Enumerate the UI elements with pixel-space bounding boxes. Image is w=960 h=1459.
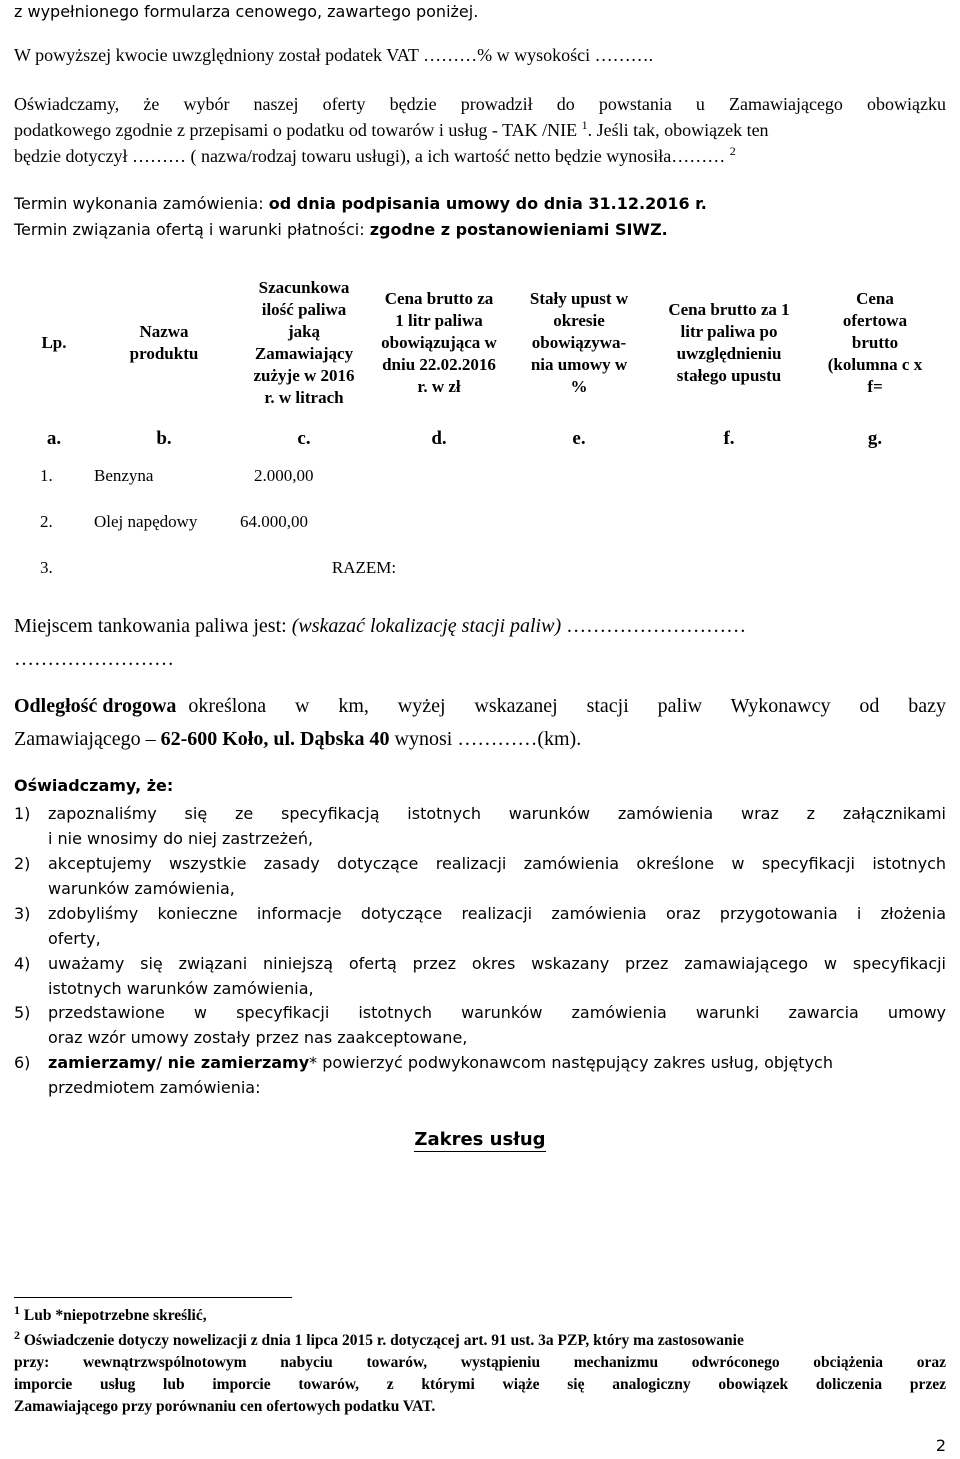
declaration-vat-text-cont: . Jeśli tak, obowiązek ten <box>587 120 769 140</box>
row-quantity: 2.000,00 <box>254 466 314 485</box>
table-header-row <box>14 260 946 425</box>
row-quantity: 64.000,00 <box>240 512 308 531</box>
distance-line-1 <box>14 695 946 718</box>
row-product: Benzyna <box>94 466 154 485</box>
list-item-number: 3) <box>14 904 31 923</box>
list-item-number: 4) <box>14 954 31 973</box>
list-item-number: 1) <box>14 804 31 823</box>
list-item-text: * powierzyć podwykonawcom następujący zakres usług, objętych <box>309 1053 833 1072</box>
total-discount-cell <box>504 545 654 591</box>
refuel-location-label: Miejscem tankowania paliwa jest: <box>14 615 292 637</box>
declaration-vat-goods: będzie dotyczył ……… ( nazwa/rodzaj towaru usługi), a ich wartość netto będzie wynosiła……… <box>14 146 726 166</box>
list-item-text: przedmiotem zamówienia: <box>48 1078 261 1097</box>
table-header-price: Cena brutto za 1 litr paliwa obowiązująca w dniu 22.02.2016 r. w zł <box>381 288 497 396</box>
declaration-vat-text: podatkowego zgodnie z przepisami o podatku od towarów i usług - TAK /NIE <box>14 120 578 140</box>
footnote-2-text: imporcie usług lub imporcie towarów, z którymi wiąże się analogiczny obowiązek doliczenia przez <box>14 1376 946 1393</box>
binding-term-value: zgodne z postanowieniami SIWZ. <box>369 220 668 239</box>
footnote-2-text: Zamawiającego przy porównaniu cen ofertowych podatku VAT. <box>14 1398 436 1415</box>
col-letter: e. <box>572 428 586 449</box>
row-net-price-cell[interactable] <box>654 453 804 499</box>
list-item-text: warunków zamówienia, <box>48 879 235 898</box>
scope-title <box>0 1129 960 1150</box>
row-price-cell[interactable] <box>374 453 504 499</box>
list-item-text: i nie wnosimy do niej zastrzeżeń, <box>48 829 314 848</box>
distance-base-label: Zamawiającego – <box>14 728 161 750</box>
row-product: Olej napędowy <box>94 512 198 531</box>
footnote-1-text: Lub *niepotrzebne skreślić, <box>20 1307 207 1324</box>
row-discount-cell[interactable] <box>504 453 654 499</box>
list-item-number: 2) <box>14 854 31 873</box>
refuel-location-line <box>14 615 746 638</box>
footnote-1 <box>14 1302 946 1327</box>
footnote-ref-1: 1 <box>581 118 588 132</box>
subcontract-choice[interactable]: zamierzamy/ nie zamierzamy <box>48 1053 310 1072</box>
declaration-vat-line-2 <box>14 120 769 141</box>
declarations-heading: Oświadczamy, że: <box>14 776 174 795</box>
distance-base-address: 62-600 Koło, ul. Dąbska 40 <box>160 728 390 750</box>
list-item-number: 5) <box>14 1003 31 1022</box>
total-offer-cell[interactable] <box>804 545 946 591</box>
list-item-text: istotnych warunków zamówienia, <box>48 979 314 998</box>
refuel-location-hint: (wskazać lokalizację stacji paliw) <box>291 615 562 637</box>
table-header-lp: Lp. <box>41 332 67 352</box>
execution-term-label: Termin wykonania zamówienia: <box>14 194 269 213</box>
total-lp: 3. <box>40 558 53 577</box>
table-header-quantity: Szacunkowa ilość paliwa jaką Zamawiający zużyje w 2016 r. w litrach <box>253 277 355 407</box>
list-item-text: oraz wzór umowy zostały przez nas zaakceptowane, <box>48 1028 468 1047</box>
total-net-cell <box>654 545 804 591</box>
footnote-1-marker: 1 <box>14 1302 20 1317</box>
list-item-text: zapoznaliśmy się ze specyfikacją istotnych warunków zamówienia wraz z załącznikami <box>48 804 946 823</box>
intro-line: z wypełnionego formularza cenowego, zawartego poniżej. <box>14 2 479 21</box>
footnote-2-text: przy: wewnątrzwspólnotowym nabyciu towarów, wystąpieniu mechanizmu odwróconego obciążenia oraz <box>14 1354 946 1371</box>
price-table <box>14 260 946 591</box>
footnote-2-text: Oświadczenie dotyczy nowelizacji z dnia 1 lipca 2015 r. dotyczącej art. 91 ust. 3a PZP, który ma zastosowanie <box>20 1332 744 1349</box>
total-label: RAZEM: <box>331 558 397 577</box>
distance-line-2 <box>14 728 581 751</box>
col-letter: g. <box>867 428 883 449</box>
distance-text: określona w km, wyżej wskazanej stacji paliw Wykonawcy od bazy <box>188 695 946 717</box>
declaration-vat-line-1: Oświadczamy, że wybór naszej oferty będzie prowadził do powstania u Zamawiającego obowiązku <box>14 94 946 114</box>
footnote-2 <box>14 1327 946 1418</box>
footnote-ref-2: 2 <box>729 144 736 158</box>
execution-term <box>14 194 707 213</box>
footnote-2-marker: 2 <box>14 1327 20 1342</box>
table-row <box>14 499 946 545</box>
table-header-discount: Stały upust w okresie obowiązywa-nia umowy w % <box>529 288 629 396</box>
page-number: 2 <box>935 1436 946 1455</box>
refuel-location-blank[interactable]: ……………………… <box>566 615 747 637</box>
declaration-vat-line-3 <box>14 146 736 167</box>
col-letter: d. <box>431 428 447 449</box>
col-letter: a. <box>46 428 62 449</box>
col-letter: b. <box>156 428 172 449</box>
binding-term-label: Termin związania ofertą i warunki płatności: <box>14 220 370 239</box>
scope-title-text: Zakres usług <box>414 1129 546 1150</box>
list-item-text: oferty, <box>48 929 101 948</box>
row-lp: 1. <box>40 466 53 485</box>
col-letter: c. <box>297 428 311 449</box>
footnote-separator <box>14 1297 292 1298</box>
execution-term-value: od dnia podpisania umowy do dnia 31.12.2016 r. <box>268 194 707 213</box>
row-net-price-cell[interactable] <box>654 499 804 545</box>
list-item-number: 6) <box>14 1053 31 1072</box>
table-total-row <box>14 545 946 591</box>
distance-label: Odległość drogowa <box>14 695 177 717</box>
row-price-cell[interactable] <box>374 499 504 545</box>
list-item-text: przedstawione w specyfikacji istotnych warunków zamówienia warunki zawarcia umowy <box>48 1003 946 1022</box>
vat-line: W powyższej kwocie uwzględniony został podatek VAT ………% w wysokości ………. <box>14 45 654 65</box>
row-offer-cell[interactable] <box>804 453 946 499</box>
list-item-text: zdobyliśmy konieczne informacje dotyczące realizacji zamówienia oraz przygotowania i złożenia <box>48 904 946 923</box>
refuel-location-blank-2[interactable]: …………………… <box>14 648 174 670</box>
table-letters-row <box>14 425 946 453</box>
table-row <box>14 453 946 499</box>
table-header-net-price: Cena brutto za 1 litr paliwa po uwzględnieniu stałego upustu <box>668 299 790 385</box>
row-offer-cell[interactable] <box>804 499 946 545</box>
list-item-text: akceptujemy wszystkie zasady dotyczące realizacji zamówienia określone w specyfikacji istotnych <box>48 854 946 873</box>
row-lp: 2. <box>40 512 53 531</box>
binding-term <box>14 220 668 239</box>
table-header-product: Nazwa produktu <box>129 321 199 363</box>
col-letter: f. <box>723 428 735 449</box>
distance-value-blank[interactable]: wynosi …………(km). <box>389 728 582 750</box>
row-discount-cell[interactable] <box>504 499 654 545</box>
table-header-offer-price: Cena ofertowa brutto (kolumna c x f= <box>827 288 923 396</box>
list-item-text: uważamy się związani niniejszą ofertą przez okres wskazany przez zamawiającego w specyfikacji <box>48 954 946 973</box>
